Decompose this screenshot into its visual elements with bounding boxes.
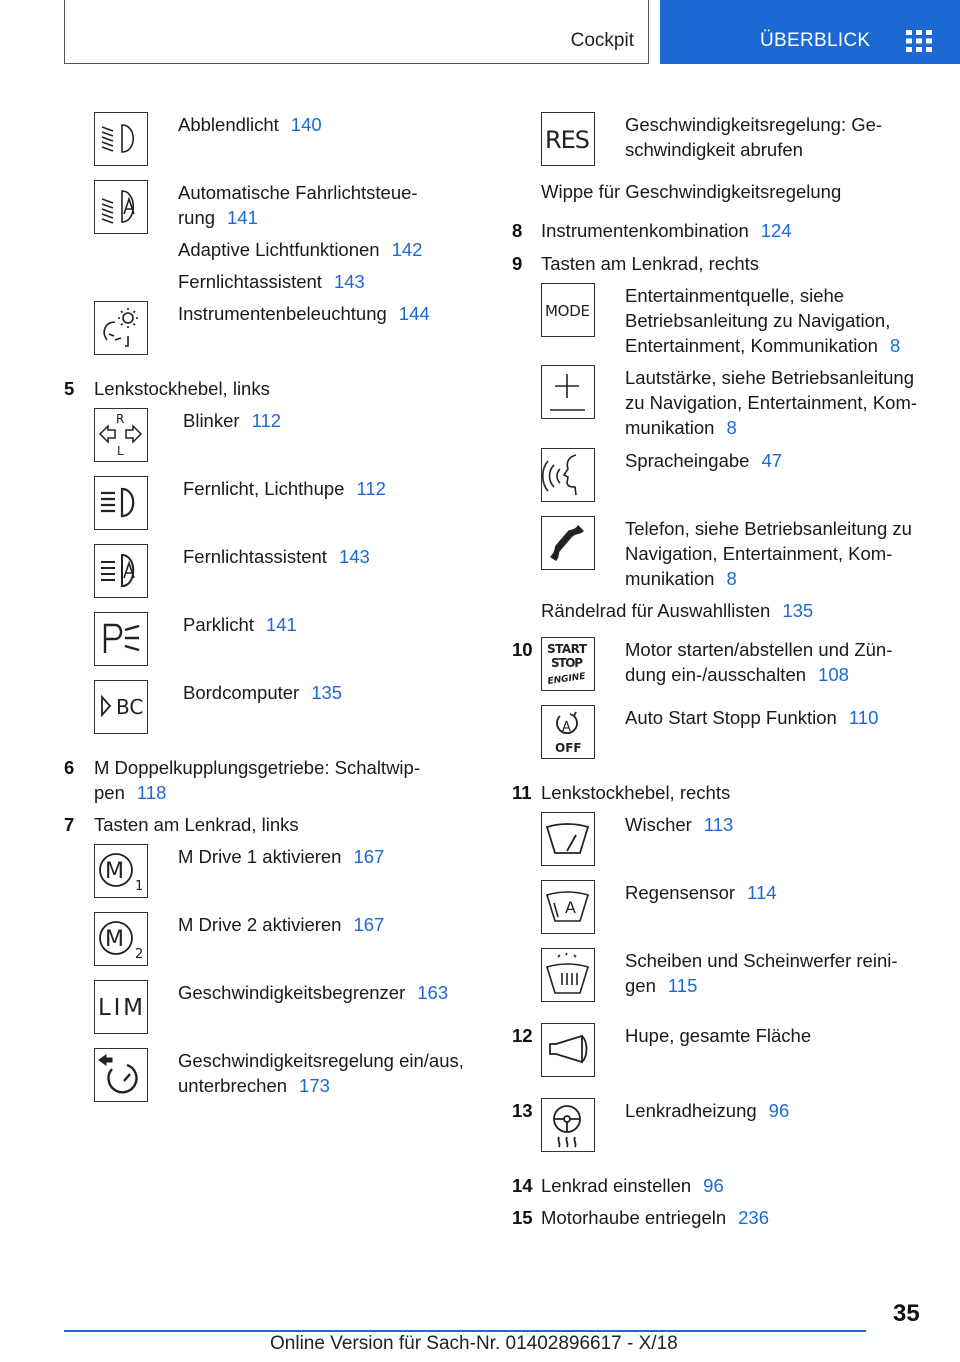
svg-text:M: M (105, 927, 124, 952)
engine-start-stop-item[interactable]: Motor starten/abstellen und Zün- dung ein-/ausschalten 108 (625, 639, 893, 685)
page-ref: 141 (227, 207, 258, 228)
svg-text:1: 1 (135, 879, 144, 894)
instrument-lighting-item[interactable]: Instrumentenbeleuchtung 144 (178, 303, 430, 324)
washer-item[interactable]: Scheiben und Scheinwerfer reini- gen 115 (625, 950, 898, 996)
adjust-steering-item[interactable]: Lenkrad einstellen 96 (541, 1175, 724, 1196)
section-number: 15 (512, 1207, 533, 1228)
svg-text:MODE: MODE (545, 302, 590, 320)
grid-menu-icon (906, 30, 932, 52)
svg-text:RES: RES (545, 126, 590, 154)
phone-item[interactable]: Telefon, siehe Betriebsanleitung zu Navigation, Entertainment, Kom- munikation 8 (625, 518, 912, 589)
page-ref: 112 (251, 410, 282, 431)
phone-icon (541, 516, 595, 570)
high-beam-item[interactable]: Fernlicht, Lichthupe 112 (183, 478, 386, 499)
rain-sensor-item[interactable]: Regensensor 114 (625, 882, 777, 903)
overview-tab[interactable] (660, 0, 960, 64)
onboard-computer-item[interactable]: Bordcomputer 135 (183, 682, 343, 703)
footer-text: Online Version für Sach-Nr. 01402896617 - X/18 (270, 1333, 678, 1354)
page-ref: 173 (299, 1075, 330, 1096)
svg-text:R: R (116, 412, 125, 426)
parking-light-icon (94, 612, 148, 666)
voice-input-icon (541, 448, 595, 502)
page-ref: 167 (353, 914, 385, 935)
section-tab-label: Cockpit (570, 30, 634, 51)
svg-text:START: START (547, 642, 587, 656)
page-ref: 236 (738, 1207, 770, 1228)
turn-signal-item[interactable]: Blinker 112 (183, 410, 282, 431)
svg-text:ENGINE: ENGINE (547, 671, 587, 687)
auto-start-stop-icon (541, 705, 595, 759)
section-number: 9 (512, 253, 523, 274)
page-ref: 108 (818, 664, 849, 685)
rocker-switch-label: Wippe für Geschwindigkeitsregelung (541, 181, 842, 202)
page-ref: 135 (782, 600, 814, 621)
wiper-item[interactable]: Wischer 113 (625, 814, 734, 835)
section-title: Lenkstockhebel, links (94, 378, 270, 399)
page-ref: 142 (391, 239, 423, 260)
voice-input-item[interactable]: Spracheingabe 47 (625, 450, 783, 471)
page-ref: 118 (136, 782, 167, 803)
shift-paddles-item[interactable]: M Doppelkupplungsgetriebe: Schaltwip- pen 118 (94, 757, 420, 803)
svg-text:STOP: STOP (551, 656, 583, 670)
steering-heating-icon (541, 1098, 595, 1152)
high-beam-assistant-icon (94, 544, 148, 598)
resume-icon (541, 112, 595, 166)
svg-text:2: 2 (135, 947, 144, 962)
section-number: 11 (512, 782, 532, 803)
resume-speed-item[interactable]: Geschwindigkeitsregelung: Ge- schwindigkeit abrufen (625, 114, 883, 160)
page-ref: 112 (356, 478, 386, 499)
steering-heating-item[interactable]: Lenkradheizung 96 (625, 1100, 790, 1121)
auto-headlight-item[interactable]: Automatische Fahrlichtsteue- rung 141 (178, 182, 418, 228)
page-ref: 143 (333, 271, 365, 292)
high-beam-assistant-item[interactable]: Fernlichtassistent 143 (183, 546, 370, 567)
low-beam-item[interactable]: Abblendlicht 140 (178, 114, 322, 135)
volume-item[interactable]: Lautstärke, siehe Betriebsanleitung zu Navigation, Entertainment, Kom- munikation 8 (625, 367, 918, 438)
auto-start-stop-item[interactable]: Auto Start Stopp Funktion 110 (625, 707, 879, 728)
svg-text:A: A (565, 898, 576, 917)
page-ref: 96 (703, 1175, 724, 1196)
mode-icon (541, 283, 595, 337)
page-ref: 8 (889, 335, 901, 356)
page-ref: 124 (760, 220, 792, 241)
parking-light-item[interactable]: Parklicht 141 (183, 614, 297, 635)
section-number: 10 (512, 639, 533, 660)
page-ref: 47 (761, 450, 783, 471)
svg-text:OFF: OFF (555, 741, 582, 755)
entertainment-source-item[interactable]: Entertainmentquelle, siehe Betriebsanleitung zu Navigation, Entertainment, Kommunikation 8 (625, 285, 901, 356)
m-drive-1-icon (94, 844, 148, 898)
section-tab-cockpit[interactable] (64, 0, 649, 64)
thumbwheel-item[interactable]: Rändelrad für Auswahllisten 135 (541, 600, 814, 621)
instrument-lighting-icon (94, 301, 148, 355)
svg-text:A: A (562, 720, 571, 735)
cruise-control-item[interactable]: Geschwindigkeitsregelung ein/aus, unterbrechen 173 (178, 1050, 464, 1096)
section-title: Tasten am Lenkrad, links (94, 814, 299, 835)
page-ref: 140 (290, 114, 322, 135)
m-drive-2-item[interactable]: M Drive 2 aktivieren 167 (178, 914, 385, 935)
rain-sensor-icon (541, 880, 595, 934)
svg-text:LIM: LIM (98, 995, 143, 1021)
svg-text:M: M (105, 859, 124, 884)
section-number: 12 (512, 1025, 533, 1046)
washer-icon (541, 948, 595, 1002)
page-ref: 143 (338, 546, 370, 567)
high-beam-assistant-item[interactable]: Fernlichtassistent 143 (178, 271, 365, 292)
m-drive-2-icon (94, 912, 148, 966)
horn-item[interactable]: Hupe, gesamte Fläche (625, 1025, 812, 1046)
section-number: 6 (64, 757, 75, 778)
high-beam-icon (94, 476, 148, 530)
low-beam-icon (94, 112, 148, 166)
section-number: 7 (64, 814, 75, 835)
page-ref: 141 (265, 614, 297, 635)
horn-icon (541, 1023, 595, 1077)
page-ref: 115 (667, 975, 698, 996)
section-title: Tasten am Lenkrad, rechts (541, 253, 759, 274)
page-ref: 8 (726, 417, 737, 438)
page-ref: 8 (726, 568, 737, 589)
page-number: 35 (893, 1300, 920, 1327)
volume-icon (541, 365, 595, 419)
cruise-control-icon (94, 1048, 148, 1102)
hood-release-item[interactable]: Motorhaube entriegeln 236 (541, 1207, 770, 1228)
wiper-icon (541, 812, 595, 866)
page-ref: 114 (747, 882, 777, 903)
section-title: Lenkstockhebel, rechts (541, 782, 731, 803)
start-stop-icon (541, 637, 595, 691)
auto-headlight-icon (94, 180, 148, 234)
section-number: 13 (512, 1100, 533, 1121)
speed-limiter-icon (94, 980, 148, 1034)
svg-text:L: L (117, 444, 124, 458)
page-ref: 163 (417, 982, 449, 1003)
page-ref: 110 (848, 707, 879, 728)
footer-divider (64, 1330, 866, 1332)
overview-tab-label: ÜBERBLICK (760, 30, 871, 51)
m-drive-1-item[interactable]: M Drive 1 aktivieren 167 (178, 846, 385, 867)
section-number: 14 (512, 1175, 533, 1196)
svg-text:BC: BC (116, 695, 144, 719)
section-number: 8 (512, 220, 523, 241)
speed-limiter-item[interactable]: Geschwindigkeitsbegrenzer 163 (178, 982, 449, 1003)
turn-signal-icon (94, 408, 148, 462)
page-ref: 135 (311, 682, 343, 703)
section-number: 5 (64, 378, 75, 399)
onboard-computer-icon (94, 680, 148, 734)
page-ref: 167 (353, 846, 385, 867)
page-ref: 96 (768, 1100, 790, 1121)
adaptive-light-item[interactable]: Adaptive Lichtfunktionen 142 (178, 239, 423, 260)
page-ref: 144 (398, 303, 430, 324)
page-ref: 113 (703, 814, 734, 835)
instrument-cluster-item[interactable]: Instrumentenkombination 124 (541, 220, 792, 241)
